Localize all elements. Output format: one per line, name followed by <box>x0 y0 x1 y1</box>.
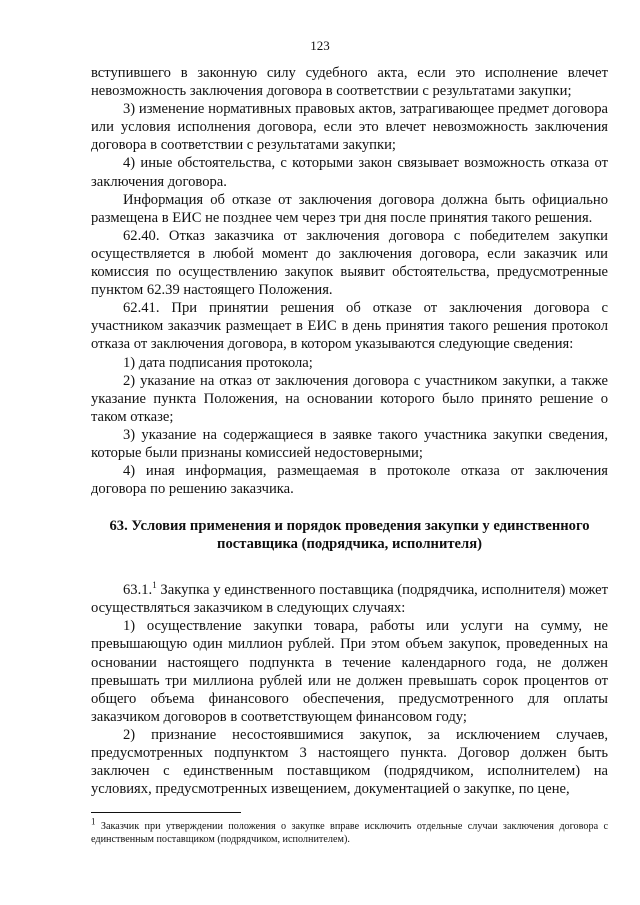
paragraph: 1) дата подписания протокола; <box>123 354 313 371</box>
paragraph: 3) изменение нормативных правовых актов, затрагивающее предмет договора или условия исполнения договора, если это влечет невозможность заключения договора в соответствии с результатами закупки; <box>91 101 608 154</box>
paragraph-number: 63.1. <box>123 582 153 599</box>
footnote-separator <box>91 812 241 813</box>
paragraph-text: Закупка у единственного поставщика (подрядчика, исполнителя) может осуществляться заказчиком в следующих случаях: <box>91 582 608 617</box>
paragraph: 2) указание на отказ от заключения договора с участником закупки, а также указание пункта Положения, на основании которого было принято решение о таком отказе; <box>91 372 608 425</box>
paragraph: 62.41. При принятии решения об отказе от заключения договора с участником заказчик размещает в ЕИС в день принятия такого решения протокол отказа от заключения договора, в котором указываются следующие сведения: <box>91 300 608 353</box>
paragraph: 62.40. Отказ заказчика от заключения договора с победителем закупки осуществляется в любой момент до заключения договора, если заказчик или комиссия по осуществлению закупок выявит обстоятельства, предусмотренные пунктом 62.39 настоящего Положения. <box>91 227 608 299</box>
footnote-marker[interactable]: 1 <box>152 580 157 591</box>
footnote <box>91 816 608 846</box>
paragraph: Информация об отказе от заключения договора должна быть официально размещена в ЕИС не позднее чем через три дня после принятия такого решения. <box>91 191 608 226</box>
section-heading <box>91 517 608 553</box>
paragraph: 3) указание на содержащиеся в заявке такого участника закупки сведения, которые были признаны комиссией недостоверными; <box>91 426 608 461</box>
body-top <box>91 64 608 498</box>
footnote-text: Заказчик при утверждении положения о закупке вправе исключить отдельные случаи заключения договора с единственным поставщиком (подрядчиком, исполнителем). <box>91 821 608 845</box>
body-bottom <box>91 517 608 798</box>
page-number: 123 <box>310 38 330 53</box>
footnote-number: 1 <box>91 816 96 827</box>
section-heading-line: 63. Условия применения и порядок проведения закупки у единственного <box>109 518 590 534</box>
paragraph-63-1 <box>91 581 608 617</box>
paragraph: 4) иные обстоятельства, с которыми закон связывает возможность отказа от заключения договора. <box>91 155 608 190</box>
paragraph: 2) признание несостоявшимися закупок, за исключением случаев, предусмотренных подпунктом 3 настоящего пункта. Договор должен быть заключен с единственным поставщиком (подрядчиком, исполнителем) на условиях, предусмотренных извещением, документацией о закупке, по цене, <box>91 726 608 798</box>
paragraph: 1) осуществление закупки товара, работы или услуги на сумму, не превышающую один миллион рублей. При этом объем закупок, проведенных на основании настоящего подпункта в течение календарного года, не должен превышать три миллиона рублей или не должен превышать сорок процентов от общего объема финансового обеспечения, предусмотренного для оплаты заказчиком договоров в соответствующем финансовом году; <box>91 618 608 725</box>
section-heading-line: поставщика (подрядчика, исполнителя) <box>217 536 482 553</box>
paragraph: вступившего в законную силу судебного акта, если это исполнение влечет невозможность заключения договора в соответствии с результатами закупки; <box>91 65 608 100</box>
paragraph: 4) иная информация, размещаемая в протоколе отказа от заключения договора по решению заказчика. <box>91 463 608 498</box>
